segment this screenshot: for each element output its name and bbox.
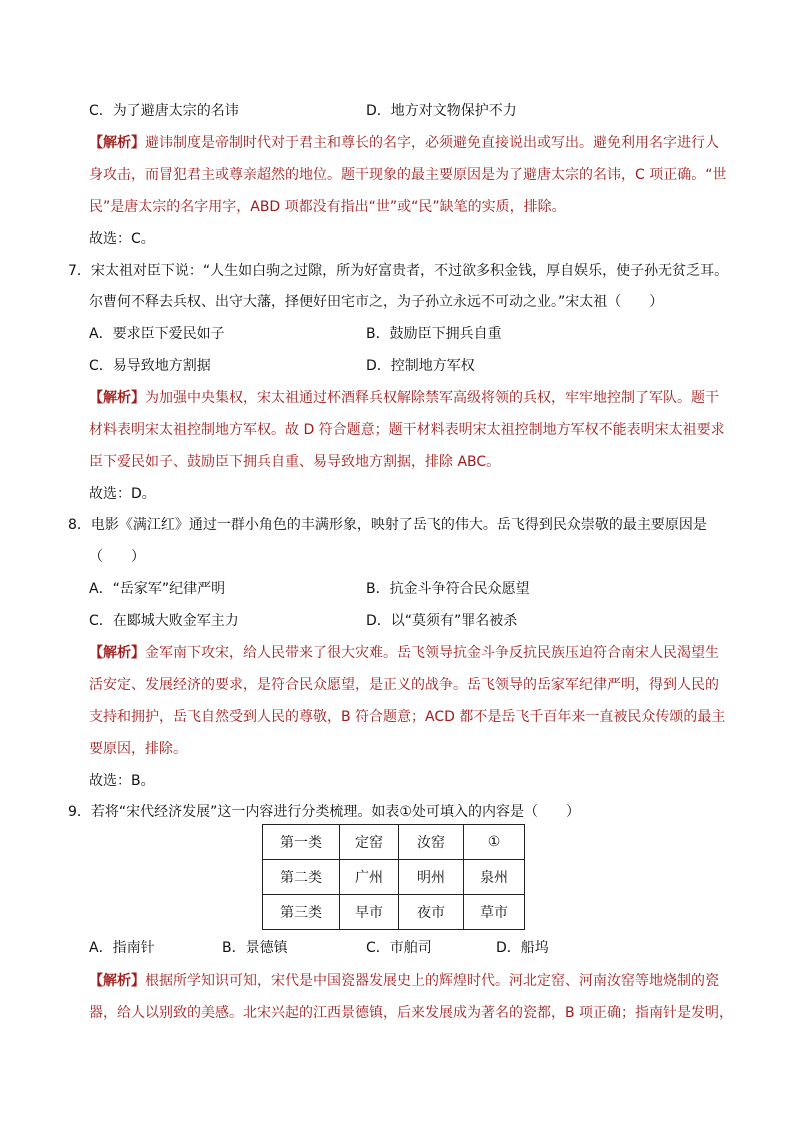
table-row: [263, 825, 525, 860]
analysis-tag: 【解析】: [89, 390, 145, 406]
q9-option-c: C．市舶司: [366, 940, 432, 956]
q6-analysis-line-3: 民”是唐太宗的名字用字，ABD 项都没有指出“世”或“民”缺笔的实质，排除。: [89, 199, 566, 215]
q9-option-b: B．景德镇: [222, 940, 288, 956]
q8-analysis-line-3: 支持和拥护，岳飞自然受到人民的尊敬，B 符合题意；ACD 都不是岳飞千百年来一直被民众传颂的最主: [89, 709, 726, 725]
q7-option-b: B．鼓励臣下拥兵自重: [366, 326, 502, 342]
q6-option-c: C．为了避唐太宗的名讳: [89, 103, 239, 119]
table-cell: 广州: [340, 860, 399, 895]
q8-analysis-line-4: 要原因，排除。: [89, 741, 187, 757]
q9-analysis-line-2: 器，给人以别致的美感。北宋兴起的江西景德镇，后来发展成为著名的瓷都，B 项正确；指南针是发明，: [89, 1005, 734, 1021]
table-row: [263, 895, 525, 930]
table-cell: 第三类: [263, 895, 340, 930]
table-cell: 草市: [464, 895, 525, 930]
analysis-text: 根据所学知识可知，宋代是中国瓷器发展史上的辉煌时代。河北定窑、河南汝窑等地烧制的瓷: [145, 973, 719, 989]
table-cell: ①: [464, 825, 525, 860]
q8-option-c: C．在郾城大败金军主力: [89, 613, 239, 629]
q6-answer: 故选：C。: [89, 231, 155, 247]
analysis-text: 避讳制度是帝制时代对于君主和尊长的名字，必须避免直接说出或写出。避免利用名字进行人: [145, 135, 719, 151]
analysis-text: 为加强中央集权，宋太祖通过杯酒释兵权解除禁军高级将领的兵权，牢牢地控制了军队。题干: [145, 390, 719, 406]
table-cell: 第一类: [263, 825, 340, 860]
q9-analysis-line-1: [89, 971, 719, 991]
q7-option-a: A．要求臣下爱民如子: [89, 326, 225, 342]
table-cell: 定窑: [340, 825, 399, 860]
analysis-tag: 【解析】: [89, 973, 145, 989]
table-cell: 第二类: [263, 860, 340, 895]
q7-option-d: D．控制地方军权: [366, 358, 475, 374]
q8-answer: 故选：B。: [89, 773, 155, 789]
table-cell: 夜市: [399, 895, 464, 930]
analysis-text: 金军南下攻宋，给人民带来了很大灾难。岳飞领导抗金斗争反抗民族压迫符合南宋人民渴望生: [145, 645, 719, 661]
q9-option-d: D．船坞: [496, 940, 549, 956]
q8-option-d: D．以“莫须有”罪名被杀: [366, 613, 518, 629]
q7-option-c: C．易导致地方割据: [89, 358, 211, 374]
q7-analysis-line-3: 臣下爱民如子、鼓励臣下拥兵自重、易导致地方割据，排除 ABC。: [89, 454, 501, 470]
q9-option-a: A．指南针: [89, 940, 155, 956]
q8-analysis-line-2: 活安定、发展经济的要求，是符合民众愿望，是正义的战争。岳飞领导的岳家军纪律严明，得到人民的: [89, 677, 719, 693]
analysis-tag: 【解析】: [89, 645, 145, 661]
table-cell: 汝窑: [399, 825, 464, 860]
q7-stem-line-1: 7．宋太祖对臣下说：“人生如白驹之过隙，所为好富贵者，不过欲多积金钱，厚自娱乐，使子孙无贫乏耳。: [68, 263, 729, 279]
q7-stem-line-2: 尔曹何不释去兵权、出守大藩，择便好田宅市之，为子孙立永远不可动之业。”宋太祖（ ）: [89, 294, 664, 310]
analysis-tag: 【解析】: [89, 135, 145, 151]
table-cell: 明州: [399, 860, 464, 895]
q6-option-d: D．地方对文物保护不力: [366, 103, 517, 119]
q9-stem: 9．若将“宋代经济发展”这一内容进行分类梳理。如表①处可填入的内容是（ ）: [68, 804, 580, 820]
q7-answer: 故选：D。: [89, 486, 156, 502]
q8-analysis-line-1: [89, 643, 719, 663]
q8-option-b: B．抗金斗争符合民众愿望: [366, 581, 530, 597]
q7-analysis-line-2: 材料表明宋太祖控制地方军权。故 D 符合题意；题干材料表明宋太祖控制地方军权不能表明宋太祖要求: [89, 422, 725, 438]
q7-analysis-line-1: [89, 388, 719, 408]
table-cell: 早市: [340, 895, 399, 930]
table-row: [263, 860, 525, 895]
q9-classification-table: [262, 824, 525, 930]
q8-stem-line-1: 8．电影《满江红》通过一群小角色的丰满形象，映射了岳飞的伟大。岳飞得到民众崇敬的最主要原因是: [68, 517, 707, 533]
q8-option-a: A．“岳家军”纪律严明: [89, 581, 226, 597]
q8-stem-line-2: （ ）: [89, 549, 145, 565]
table-cell: 泉州: [464, 860, 525, 895]
q6-analysis-line-1: [89, 133, 719, 153]
q6-analysis-line-2: 身攻击，而冒犯君主或尊亲超然的地位。题干现象的最主要原因是为了避唐太宗的名讳，C 项正确。“世: [89, 167, 727, 183]
